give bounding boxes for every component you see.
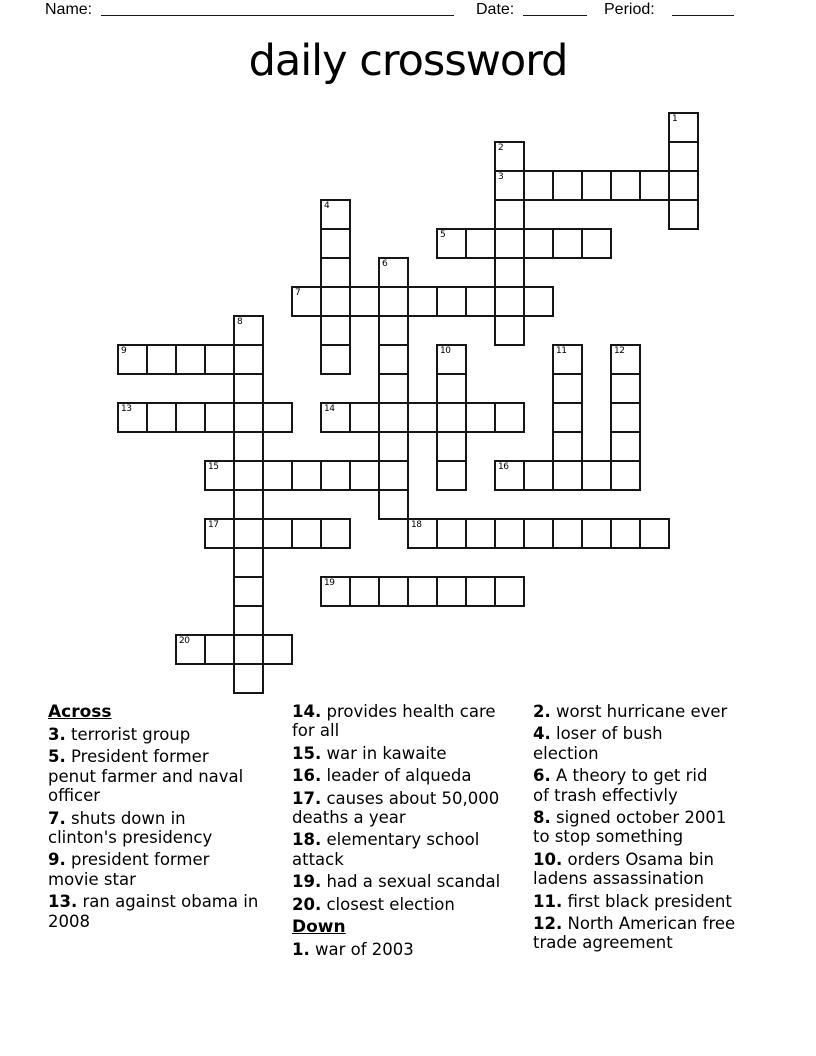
grid-cell-r19c4[interactable] [233,663,264,694]
cell-number-14: 14 [324,404,335,414]
grid-cell-r16c12[interactable] [465,576,496,607]
cell-number-13: 13 [121,404,132,414]
grid-cell-r5c9[interactable] [378,257,409,288]
grid-cell-r14c18[interactable] [639,518,670,549]
name-label: Name: [45,1,93,18]
period-input-line[interactable] [672,2,734,16]
clue-20: 20. closest election [292,894,455,914]
grid-cell-r9c9[interactable] [378,373,409,404]
grid-cell-r12c5[interactable] [262,460,293,491]
date-label: Date: [476,1,515,18]
grid-cell-r3c13[interactable] [494,199,525,230]
grid-cell-r10c15[interactable] [552,402,583,433]
grid-cell-r7c13[interactable] [494,315,525,346]
grid-cell-r11c4[interactable] [233,431,264,462]
clue-14: 14. provides health care for all [292,702,496,741]
grid-cell-r12c15[interactable] [552,460,583,491]
cell-number-11: 11 [556,346,567,356]
grid-cell-r8c11[interactable] [436,344,467,375]
grid-cell-r10c7[interactable] [320,402,351,433]
grid-cell-r6c6[interactable] [291,286,322,317]
cell-number-2: 2 [498,143,504,153]
grid-cell-r12c11[interactable] [436,460,467,491]
grid-cell-r16c8[interactable] [349,576,380,607]
grid-cell-r9c11[interactable] [436,373,467,404]
grid-cell-r18c5[interactable] [262,634,293,665]
clue-2: 2. worst hurricane ever [533,702,728,721]
grid-cell-r4c12[interactable] [465,228,496,259]
grid-cell-r1c13[interactable] [494,141,525,172]
grid-cell-r1c19[interactable] [668,141,699,172]
grid-cell-r13c4[interactable] [233,489,264,520]
grid-cell-r14c14[interactable] [523,518,554,549]
clue-12: 12. North American free trade agreement [533,914,736,953]
clue-17: 17. causes about 50,000 deaths a year [292,788,500,828]
grid-cell-r8c2[interactable] [175,344,206,375]
grid-cell-r2c13[interactable] [494,170,525,201]
grid-cell-r14c15[interactable] [552,518,583,549]
grid-cell-r12c17[interactable] [610,460,641,491]
grid-cell-r10c2[interactable] [175,402,206,433]
grid-cell-r14c12[interactable] [465,518,496,549]
grid-cell-r14c13[interactable] [494,518,525,549]
grid-cell-r10c11[interactable] [436,402,467,433]
grid-cell-r7c4[interactable] [233,315,264,346]
grid-cell-r10c4[interactable] [233,402,264,433]
cell-number-16: 16 [498,462,509,472]
clue-9: 9. president former movie star [48,850,210,889]
grid-cell-r10c0[interactable] [117,402,148,433]
cell-number-4: 4 [324,201,330,211]
grid-cell-r2c19[interactable] [668,170,699,201]
grid-cell-r8c9[interactable] [378,344,409,375]
clues-column-3 [533,702,785,956]
grid-cell-r2c16[interactable] [581,170,612,201]
grid-cell-r2c15[interactable] [552,170,583,201]
grid-cell-r8c3[interactable] [204,344,235,375]
grid-cell-r2c17[interactable] [610,170,641,201]
cell-number-8: 8 [237,317,243,327]
crossword-grid [117,112,699,694]
grid-cell-r4c16[interactable] [581,228,612,259]
date-input-line[interactable] [523,2,587,16]
grid-cell-r14c4[interactable] [233,518,264,549]
grid-cell-r6c8[interactable] [349,286,380,317]
clue-15: 15. war in kawaite [292,743,447,763]
grid-cell-r3c7[interactable] [320,199,351,230]
grid-cell-r12c14[interactable] [523,460,554,491]
grid-cell-r9c17[interactable] [610,373,641,404]
grid-cell-r17c4[interactable] [233,605,264,636]
grid-cell-r12c8[interactable] [349,460,380,491]
clue-10: 10. orders Osama bin ladens assassination [533,849,714,889]
grid-cell-r12c16[interactable] [581,460,612,491]
grid-cell-r16c7[interactable] [320,576,351,607]
grid-cell-r8c4[interactable] [233,344,264,375]
grid-cell-r14c3[interactable] [204,518,235,549]
cell-number-3: 3 [498,172,504,182]
period-label: Period: [604,1,655,18]
grid-cell-r12c4[interactable] [233,460,264,491]
grid-cell-r16c11[interactable] [436,576,467,607]
grid-cell-r10c17[interactable] [610,402,641,433]
grid-cell-r10c5[interactable] [262,402,293,433]
grid-cell-r14c11[interactable] [436,518,467,549]
clue-11: 11. first black president [533,891,732,911]
grid-cell-r11c11[interactable] [436,431,467,462]
grid-cell-r16c10[interactable] [407,576,438,607]
cell-number-20: 20 [179,636,190,646]
grid-cell-r10c3[interactable] [204,402,235,433]
grid-cell-r12c6[interactable] [291,460,322,491]
grid-cell-r6c12[interactable] [465,286,496,317]
clue-6: 6. A theory to get rid of trash effectivly [533,766,708,805]
clue-7: 7. shuts down in clinton's presidency [48,808,213,848]
grid-cell-r7c7[interactable] [320,315,351,346]
grid-cell-r14c17[interactable] [610,518,641,549]
grid-cell-r8c1[interactable] [146,344,177,375]
grid-cell-r10c13[interactable] [494,402,525,433]
grid-cell-r11c17[interactable] [610,431,641,462]
grid-cell-r14c6[interactable] [291,518,322,549]
cell-number-7: 7 [295,288,301,298]
name-input-line[interactable] [101,2,454,16]
grid-cell-r12c13[interactable] [494,460,525,491]
cell-number-6: 6 [382,259,388,269]
grid-cell-r6c10[interactable] [407,286,438,317]
grid-cell-r11c9[interactable] [378,431,409,462]
grid-cell-r10c1[interactable] [146,402,177,433]
grid-cell-r8c7[interactable] [320,344,351,375]
grid-cell-r10c10[interactable] [407,402,438,433]
grid-cell-r11c15[interactable] [552,431,583,462]
grid-cell-r14c16[interactable] [581,518,612,549]
clue-3: 3. terrorist group [48,725,191,744]
grid-cell-r5c13[interactable] [494,257,525,288]
cell-number-5: 5 [440,230,446,240]
across-heading: Across [48,702,112,722]
grid-cell-r6c11[interactable] [436,286,467,317]
clues-column-1 [48,702,288,934]
grid-cell-r14c5[interactable] [262,518,293,549]
down-heading: Down [292,917,346,938]
grid-cell-r6c9[interactable] [378,286,409,317]
grid-cell-r18c3[interactable] [204,634,235,665]
clues-column-2 [292,702,532,962]
grid-cell-r18c2[interactable] [175,634,206,665]
grid-cell-r12c9[interactable] [378,460,409,491]
grid-cell-r7c9[interactable] [378,315,409,346]
grid-cell-r6c13[interactable] [494,286,525,317]
grid-cell-r3c19[interactable] [668,199,699,230]
grid-cell-r6c14[interactable] [523,286,554,317]
grid-cell-r8c0[interactable] [117,344,148,375]
grid-cell-r8c17[interactable] [610,344,641,375]
grid-cell-r18c4[interactable] [233,634,264,665]
grid-cell-r13c9[interactable] [378,489,409,520]
grid-cell-r15c4[interactable] [233,547,264,578]
grid-cell-r8c15[interactable] [552,344,583,375]
grid-cell-r5c7[interactable] [320,257,351,288]
cell-number-18: 18 [411,520,422,530]
grid-cell-r4c7[interactable] [320,228,351,259]
grid-cell-r10c8[interactable] [349,402,380,433]
grid-cell-r16c13[interactable] [494,576,525,607]
cell-number-10: 10 [440,346,451,356]
grid-cell-r12c3[interactable] [204,460,235,491]
grid-cell-r0c19[interactable] [668,112,699,143]
puzzle-title: daily crossword [248,36,568,86]
grid-cell-r9c15[interactable] [552,373,583,404]
grid-cell-r14c7[interactable] [320,518,351,549]
clue-1: 1. war of 2003 [292,940,414,960]
cell-number-19: 19 [324,578,335,588]
grid-cell-r6c7[interactable] [320,286,351,317]
grid-cell-r2c14[interactable] [523,170,554,201]
grid-cell-r14c10[interactable] [407,518,438,549]
grid-cell-r4c15[interactable] [552,228,583,259]
clue-16: 16. leader of alqueda [292,766,472,786]
clue-18: 18. elementary school attack [292,830,480,869]
grid-cell-r9c4[interactable] [233,373,264,404]
cell-number-1: 1 [672,114,678,124]
clue-5: 5. President former penut farmer and naval officer [48,747,244,806]
cell-number-12: 12 [614,346,625,356]
cell-number-9: 9 [121,346,127,356]
grid-cell-r12c7[interactable] [320,460,351,491]
grid-cell-r4c14[interactable] [523,228,554,259]
grid-cell-r16c9[interactable] [378,576,409,607]
clue-8: 8. signed october 2001 to stop something [533,808,727,847]
grid-cell-r16c4[interactable] [233,576,264,607]
clue-19: 19. had a sexual scandal [292,872,501,892]
grid-cell-r2c18[interactable] [639,170,670,201]
clue-13: 13. ran against obama in 2008 [48,892,259,931]
grid-cell-r4c13[interactable] [494,228,525,259]
cell-number-15: 15 [208,462,219,472]
grid-cell-r4c11[interactable] [436,228,467,259]
cell-number-17: 17 [208,520,219,530]
clue-4: 4. loser of bush election [533,724,663,763]
grid-cell-r10c12[interactable] [465,402,496,433]
grid-cell-r10c9[interactable] [378,402,409,433]
